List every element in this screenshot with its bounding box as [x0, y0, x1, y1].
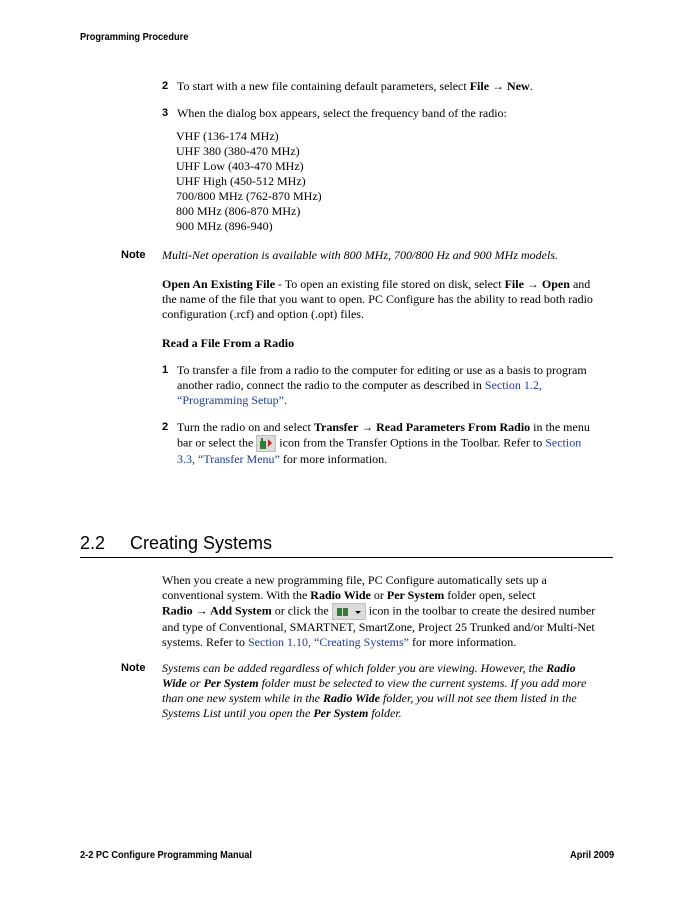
subheading: Read a File From a Radio	[162, 336, 295, 350]
section-link[interactable]: 3.3, “Transfer Menu”	[177, 452, 280, 466]
note-label: Note	[121, 662, 146, 674]
step-text: When the dialog box appears, select the frequency band of the radio:	[177, 106, 507, 120]
footer-left: 2-2 PC Configure Programming Manual	[80, 849, 252, 861]
creating-systems-paragraph: When you create a new programming file, PC Configure automatically sets up a conventional system. With the Radio Wide or Per System folder open, select Radio → Add System or click the icon in the toolbar to create the desired number and type of Conventional, SMARTNET, SmartZone, Project 25 Trunked and/or Multi-Net systems. Refer to Section 1.10, “Creating Systems” for more information.	[162, 573, 596, 649]
step-number: 3	[162, 107, 169, 119]
list-item: UHF 380 (380-470 MHz)	[176, 144, 300, 158]
footer-right: April 2009	[569, 849, 614, 861]
step-text: To start with a new file containing default parameters, select File → New.	[177, 79, 533, 93]
list-item: 900 MHz (896-940)	[176, 219, 273, 233]
step-text: To transfer a file from a radio to the computer for editing or use as a basis to program another radio, connect the radio to the computer as described in Section 1.2, “Programming Setup”.	[177, 363, 587, 407]
band-list	[176, 129, 322, 234]
section-heading: 2.2 Creating Systems	[80, 533, 613, 558]
add-system-icon	[332, 603, 366, 620]
section-link[interactable]: Section 1.10, “Creating Systems”	[248, 635, 409, 649]
list-item: UHF Low (403-470 MHz)	[176, 159, 304, 173]
note-label: Note	[121, 249, 146, 261]
step-number: 2	[162, 421, 169, 433]
section-link[interactable]: “Programming Setup”	[177, 393, 284, 407]
section-link[interactable]: Section	[545, 435, 582, 450]
section-link[interactable]: Section 1.2,	[484, 378, 542, 392]
list-item: 800 MHz (806-870 MHz)	[176, 204, 301, 218]
open-existing-paragraph: Open An Existing File - To open an existing file stored on disk, select File → Open and the name of the file that you want to open. PC Configure has the ability to read both radio configuration (.rcf) and option (.opt) files.	[162, 277, 593, 321]
list-item: 700/800 MHz (762-870 MHz)	[176, 189, 322, 203]
step-number: 1	[162, 364, 169, 376]
page-header: Programming Procedure	[80, 31, 189, 43]
note-text: Systems can be added regardless of which folder you are viewing. However, the Radio Wide or Per System folder must be selected to view the current systems. If you add more than one new system while in the Radio Wide folder, you will not see them listed in the Systems List until you open the Per System folder.	[162, 661, 587, 720]
read-radio-icon	[256, 435, 276, 452]
list-item: UHF High (450-512 MHz)	[176, 174, 306, 188]
step-number: 2	[162, 80, 169, 92]
note-text: Multi-Net operation is available with 800 MHz, 700/800 Hz and 900 MHz models.	[162, 248, 558, 262]
list-item: VHF (136-174 MHz)	[176, 129, 279, 143]
step-text: Turn the radio on and select Transfer → Read Parameters From Radio in the menu bar or select the icon from the Transfer Options in the Toolbar. Refer to Section 3.3, “Transfer Menu” for more information.	[177, 420, 590, 466]
